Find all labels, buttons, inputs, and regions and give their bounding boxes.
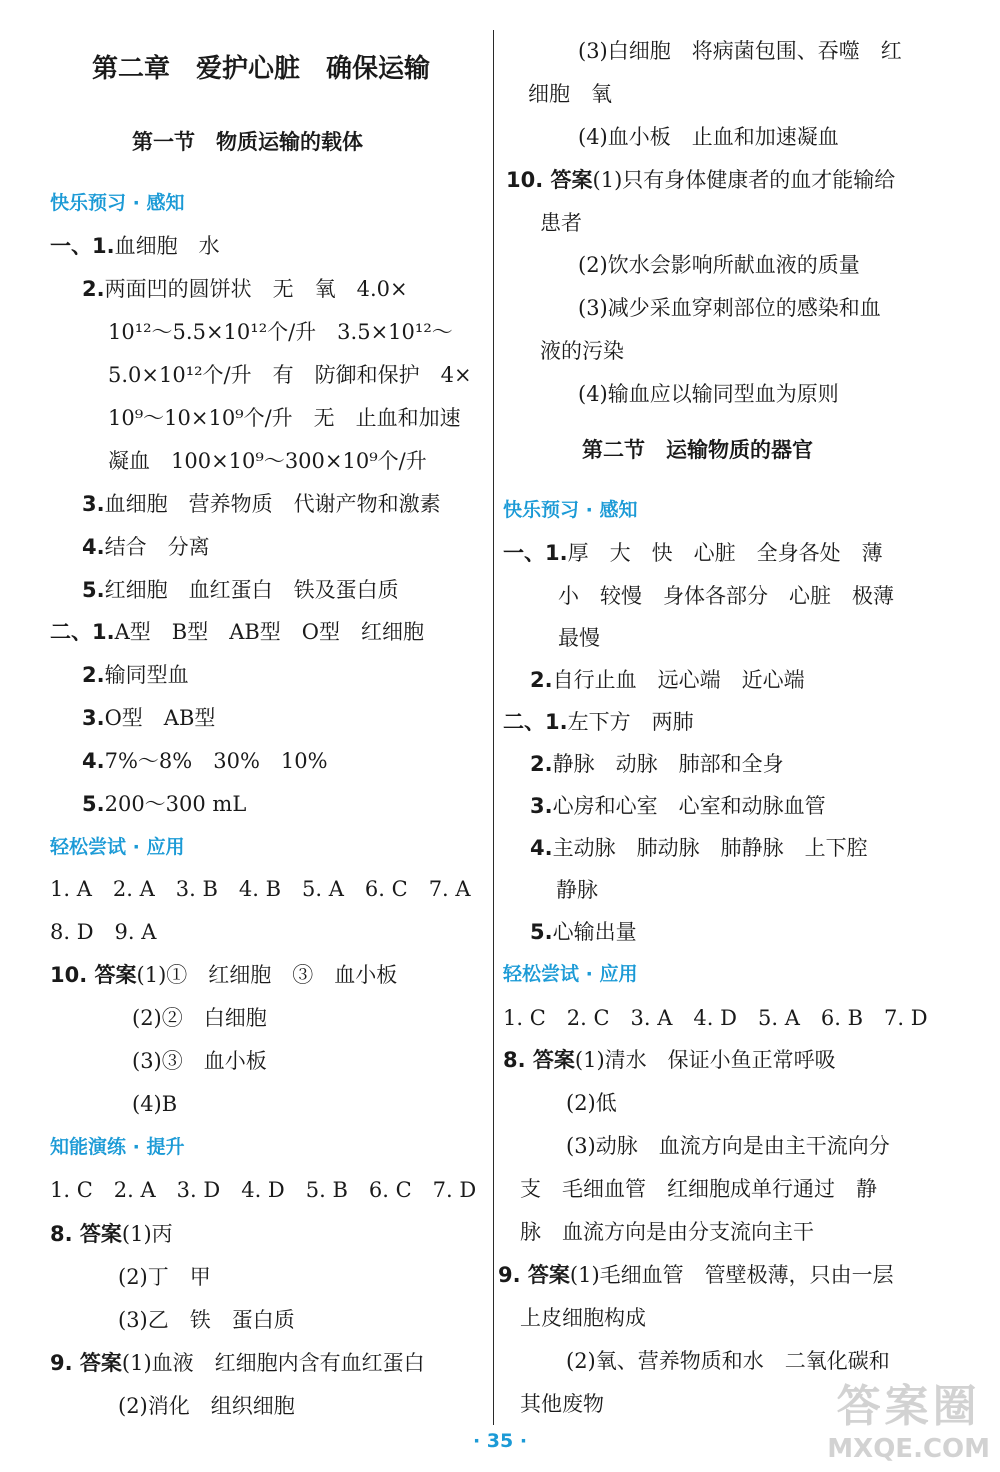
section-title-1: 第一节 物质运输的载体 [132, 130, 363, 154]
answer-line: 一、1.血细胞 水 [50, 234, 220, 258]
answer-line: (2)消化 组织细胞 [118, 1394, 295, 1418]
answer-line: 1. C 2. A 3. D 4. D 5. B 6. C 7. D [50, 1178, 477, 1202]
answer-line: 4.主动脉 肺动脉 肺静脉 上下腔 [530, 836, 868, 860]
answer-line: 10¹²～5.5×10¹²个/升 3.5×10¹²～ [108, 320, 453, 344]
watermark-text: 答案圈 [836, 1381, 981, 1432]
watermark-logo [827, 1370, 990, 1464]
answer-line: 一、1.厚 大 快 心脏 全身各处 薄 [503, 541, 883, 565]
answer-line: 1. C 2. C 3. A 4. D 5. A 6. B 7. D [503, 1006, 928, 1030]
answer-line: 8. 答案(1)丙 [50, 1222, 173, 1246]
answer-line: 最慢 [558, 626, 600, 650]
chapter-title: 第二章 爱护心脏 确保运输 [92, 54, 431, 84]
page-number: · 35 · [472, 1430, 528, 1452]
answer-line: 2.输同型血 [82, 663, 189, 687]
answer-line: 二、1.左下方 两肺 [503, 710, 694, 734]
answer-line: (3)③ 血小板 [132, 1049, 267, 1073]
watermark-url: MXQE.COM [827, 1434, 990, 1464]
answer-line: (4)B [132, 1092, 178, 1116]
answer-line: 3.O型 AB型 [82, 706, 216, 730]
answer-line: 2.静脉 动脉 肺部和全身 [530, 752, 784, 776]
answer-line: 8. D 9. A [50, 920, 157, 944]
answer-line: 5.0×10¹²个/升 有 防御和保护 4× [108, 363, 472, 387]
section-header: 快乐预习 · 感知 [50, 192, 185, 214]
answer-line: 上皮细胞构成 [520, 1306, 646, 1330]
answer-line: (3)动脉 血流方向是由主干流向分 [566, 1134, 890, 1158]
answer-line: 小 较慢 身体各部分 心脏 极薄 [558, 584, 894, 608]
section-title-2: 第二节 运输物质的器官 [582, 438, 813, 462]
answer-line: 1. A 2. A 3. B 4. B 5. A 6. C 7. A [50, 877, 471, 901]
answer-line: 液的污染 [540, 339, 624, 363]
answer-line: 4.7%～8% 30% 10% [82, 749, 328, 773]
answer-line: 2.自行止血 远心端 近心端 [530, 668, 805, 692]
answer-line: 凝血 100×10⁹～300×10⁹个/升 [108, 449, 427, 473]
answer-line: 5.心输出量 [530, 920, 637, 944]
section-header: 知能演练 · 提升 [50, 1136, 185, 1158]
answer-line: 二、1.A型 B型 AB型 O型 红细胞 [50, 620, 425, 644]
answer-line: 10. 答案(1)① 红细胞 ③ 血小板 [50, 963, 398, 987]
answer-line: (2)② 白细胞 [132, 1006, 267, 1030]
answer-line: 5.红细胞 血红蛋白 铁及蛋白质 [82, 578, 399, 602]
column-divider [493, 30, 494, 1425]
answer-line: 脉 血流方向是由分支流向主干 [520, 1220, 814, 1244]
answer-line: 2.两面凹的圆饼状 无 氧 4.0× [82, 277, 408, 301]
answer-line: 10⁹～10×10⁹个/升 无 止血和加速 [108, 406, 461, 430]
answer-line: (2)丁 甲 [118, 1265, 211, 1289]
answer-line: 3.血细胞 营养物质 代谢产物和激素 [82, 492, 441, 516]
answer-line: 其他废物 [520, 1392, 604, 1416]
answer-line: 9. 答案(1)血液 红细胞内含有血红蛋白 [50, 1351, 425, 1375]
answer-line: 患者 [540, 211, 582, 235]
answer-line: 4.结合 分离 [82, 535, 210, 559]
answer-line: (4)血小板 止血和加速凝血 [578, 125, 839, 149]
answer-line: 细胞 氧 [528, 82, 612, 106]
answer-line: (3)白细胞 将病菌包围、吞噬 红 [578, 39, 902, 63]
section-header: 轻松尝试 · 应用 [503, 963, 638, 985]
answer-line: (3)减少采血穿刺部位的感染和血 [578, 296, 881, 320]
section-header: 轻松尝试 · 应用 [50, 836, 185, 858]
answer-line: 静脉 [556, 878, 598, 902]
answer-line: (2)氧、营养物质和水 二氧化碳和 [566, 1349, 890, 1373]
answer-line: (4)输血应以输同型血为原则 [578, 382, 839, 406]
answer-line: (2)低 [566, 1091, 617, 1115]
answer-line: 5.200～300 mL [82, 792, 247, 816]
answer-line: 3.心房和心室 心室和动脉血管 [530, 794, 826, 818]
answer-line: 9. 答案(1)毛细血管 管壁极薄，只由一层 [498, 1263, 894, 1287]
answer-line: 支 毛细血管 红细胞成单行通过 静 [520, 1177, 877, 1201]
section-header: 快乐预习 · 感知 [503, 499, 638, 521]
answer-line: (3)乙 铁 蛋白质 [118, 1308, 295, 1332]
answer-line: (2)饮水会影响所献血液的质量 [578, 253, 860, 277]
answer-line: 8. 答案(1)清水 保证小鱼正常呼吸 [503, 1048, 836, 1072]
answer-line: 10. 答案(1)只有身体健康者的血才能输给 [506, 168, 896, 192]
